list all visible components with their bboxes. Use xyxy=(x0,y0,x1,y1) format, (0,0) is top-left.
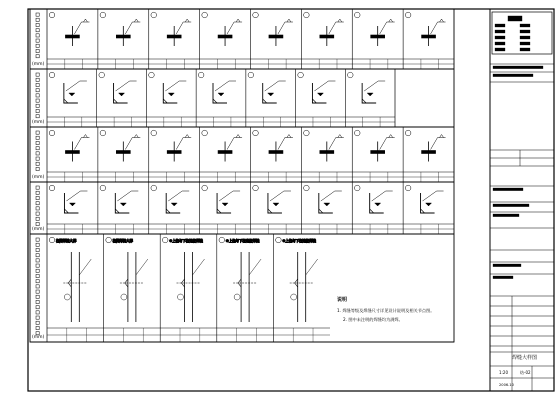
title-block-text-bar xyxy=(493,204,529,207)
drawing-number: 结-02 xyxy=(520,370,531,375)
stamp-glyph xyxy=(495,42,505,45)
stamp-glyph xyxy=(495,36,505,39)
stamp-glyph xyxy=(495,30,505,33)
stamp-glyph xyxy=(495,24,505,27)
title-block-text-bar xyxy=(493,264,521,267)
detail-title: ②上柱与下柱连接焊缝 xyxy=(225,239,260,243)
unit-label: (mm) xyxy=(32,335,45,340)
stamp-glyph xyxy=(495,48,505,51)
detail-title: ③上柱与下柱连接焊缝 xyxy=(282,239,316,243)
unit-label: (mm) xyxy=(32,227,45,232)
unit-label: (mm) xyxy=(32,120,45,125)
notes-heading: 说明 xyxy=(337,297,348,303)
stamp-glyph xyxy=(520,36,530,39)
notes-line-1: 1. 焊缝等级及焊缝尺寸详见设计说明及相关节点图。 xyxy=(337,308,435,313)
stamp-glyph xyxy=(520,24,530,27)
drawing-title: 焊缝大样图 xyxy=(512,355,538,361)
stamp-glyph xyxy=(520,42,530,45)
detail-title: 柱脚焊缝大样 xyxy=(112,239,133,243)
unit-label: (mm) xyxy=(32,175,45,180)
title-block-text-bar xyxy=(493,188,523,191)
drawing-date: 2006.10 xyxy=(499,383,514,387)
drawing-scale: 1:20 xyxy=(499,370,508,375)
title-block-text-bar xyxy=(493,74,533,77)
unit-label: (mm) xyxy=(32,62,45,67)
stamp-glyph xyxy=(520,30,530,33)
title-block-text-bar xyxy=(493,214,519,217)
notes-line-2: 2. 图中未注明的焊缝均为满焊。 xyxy=(343,317,403,322)
detail-title: 柱脚焊缝大样 xyxy=(56,239,77,243)
title-block-text-bar xyxy=(493,66,543,69)
stamp-glyph xyxy=(520,48,530,51)
title-block-text-bar xyxy=(493,276,513,279)
stamp-glyph xyxy=(508,16,522,21)
detail-title: ①上柱与下柱连接焊缝 xyxy=(169,239,203,243)
